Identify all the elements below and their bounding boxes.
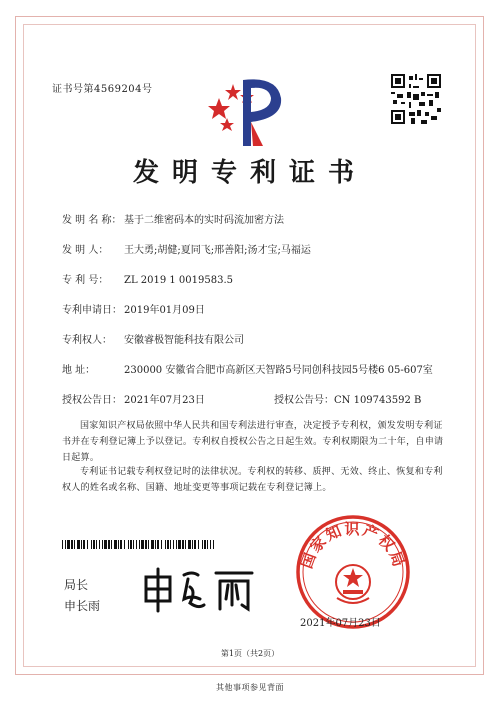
field-label: 专 利 号： [62,275,109,286]
qr-code-icon [391,74,441,124]
field-value: ZL 2019 1 0019583.5 [124,275,234,286]
footer-note: 其他事项参见背面 [216,683,284,692]
svg-text:国家知识产权局 [298,520,409,571]
field-label: 地 址： [62,365,96,376]
barcode-icon [62,540,214,549]
cnipa-logo-icon [205,66,290,151]
signature-icon [140,565,260,615]
field-value: 安徽睿极智能科技有限公司 [124,335,244,346]
field-value: 王大勇;胡健;夏同飞;邢善阳;汤才宝;马福运 [124,245,311,256]
field-invention-name [62,213,284,228]
field-inventors [62,243,311,258]
certificate-number: 证书号第4569204号 [52,84,153,95]
field-label: 发 明 名 称： [62,215,122,226]
director-name: 申长雨 [64,599,101,613]
field-label: 专利申请日： [62,305,122,316]
field-value: 2021年07月23日 [124,395,205,406]
field-patentee [62,333,244,348]
director-title: 局长 [64,578,89,592]
field-value: 230000 安徽省合肥市高新区天智路5号同创科技园5号楼6 05-607室 [124,365,433,376]
certificate-title: 发明专利证书 [132,158,367,188]
field-grant-date [62,393,442,408]
field-value: 2019年01月09日 [124,305,205,316]
field-label: 专利权人： [62,335,112,346]
announcement-number [274,393,421,408]
field-patent-number [62,273,233,288]
field-value: CN 109743592 B [334,395,422,406]
field-value: 基于二维密码本的实时码流加密方法 [124,215,284,226]
paragraph-grant: 国家知识产权局依照中华人民共和国专利法进行审查，决定授予专利权，颁发发明专利证书并在专利登记簿上予以登记。专利权自授权公告之日起生效。专利权期限为二十年，自申请日起算。 [62,421,444,463]
page-number: 第1页（共2页） [220,649,280,658]
paragraph-legal-status: 专利证书记载专利权登记时的法律状况。专利权的转移、质押、无效、终止、恢复和专利权人的姓名或名称、国籍、地址变更等事项记载在专利登记簿上。 [62,467,443,493]
field-application-date [62,303,205,318]
field-address [62,363,454,378]
seal-date: 2021年07月23日 [300,618,381,629]
field-label: 授权公告日： [62,395,122,406]
field-label: 授权公告号： [274,395,334,406]
seal-text: 国家知识产权局 [297,520,409,571]
field-label: 发 明 人： [62,245,109,256]
